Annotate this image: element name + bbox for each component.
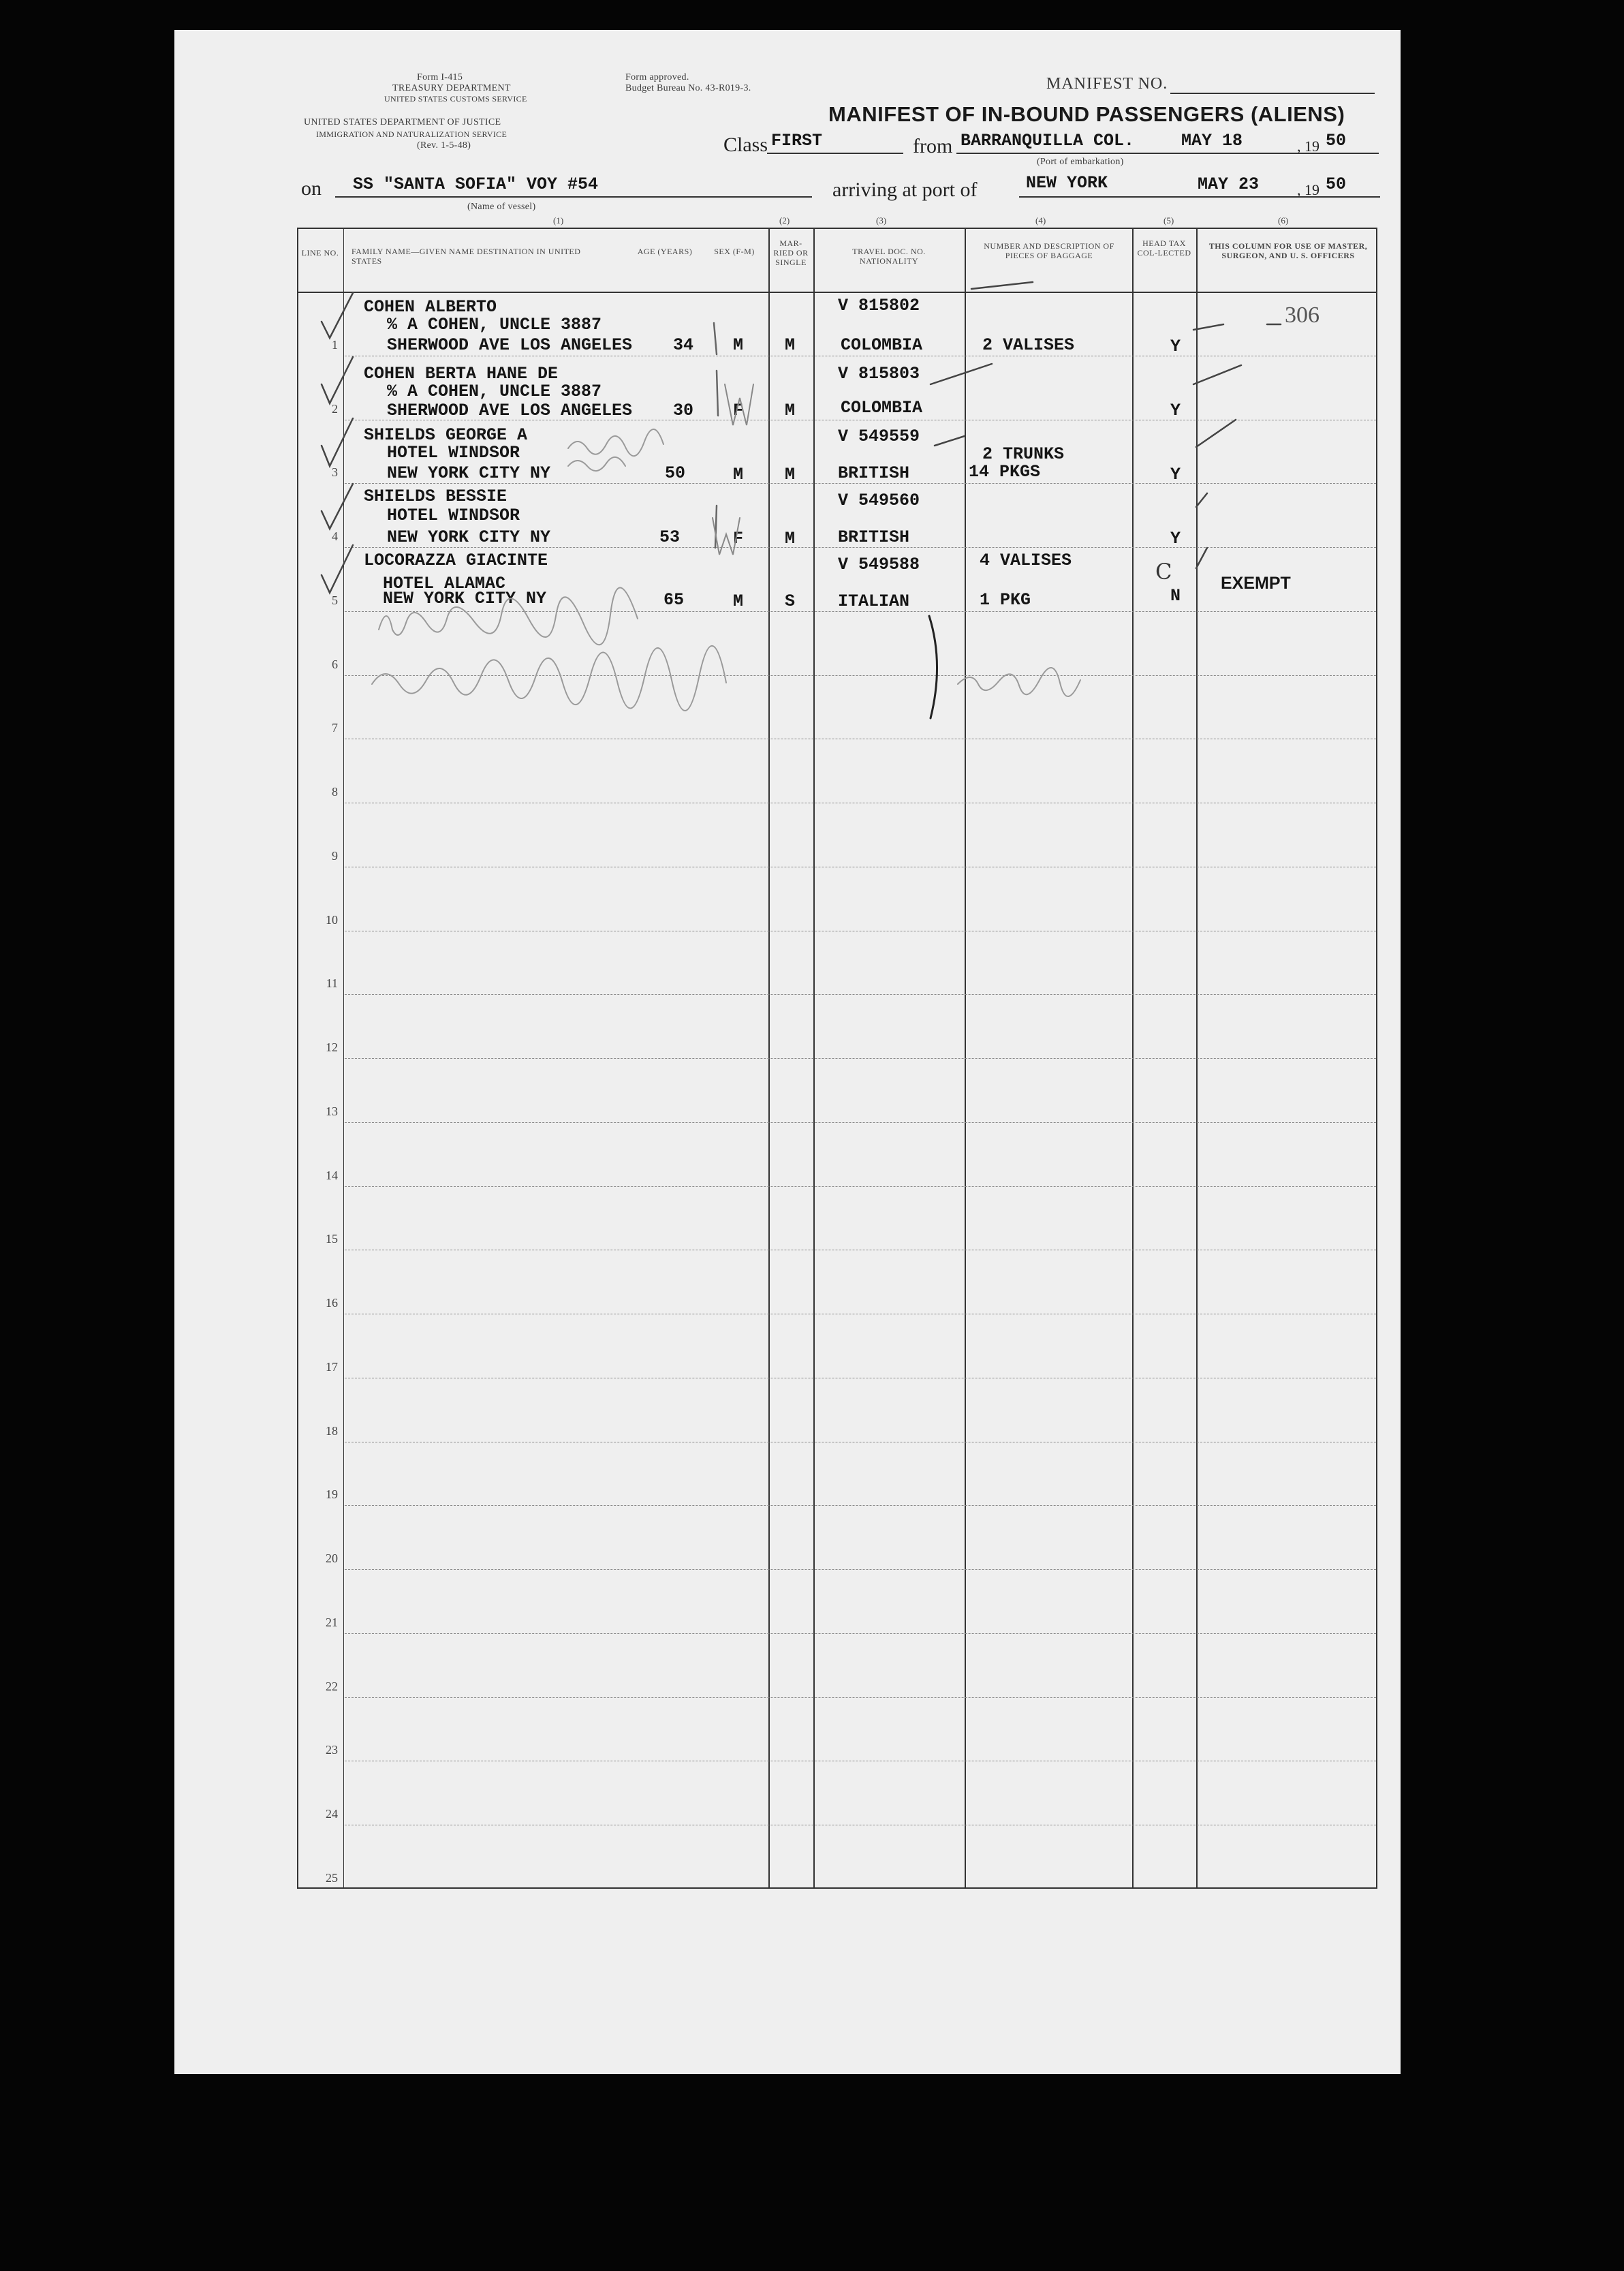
passenger-baggage: 4 VALISES [980, 551, 1072, 570]
line-number: 4 [332, 529, 338, 544]
passenger-sex: M [733, 465, 744, 484]
from-label: from [913, 135, 953, 157]
line-number: 13 [326, 1104, 338, 1118]
passenger-baggage: 2 TRUNKS [982, 444, 1065, 464]
ins: IMMIGRATION AND NATURALIZATION SERVICE [316, 129, 507, 139]
line-number: 9 [332, 848, 338, 863]
passenger-nationality: COLOMBIA [841, 398, 923, 418]
passenger-name: COHEN BERTA HANE DE [364, 364, 559, 384]
line-number: 18 [326, 1423, 338, 1438]
passenger-address: % A COHEN, UNCLE 3887 [387, 382, 602, 401]
passenger-head-tax: Y [1170, 465, 1181, 484]
embarkation-date: MAY 18 [1181, 131, 1243, 151]
passenger-sex: M [733, 335, 744, 355]
passenger-nationality: ITALIAN [838, 591, 910, 611]
class-label: Class [723, 134, 768, 156]
passenger-sex: M [733, 591, 744, 611]
col-head-tax: HEAD TAX COL-LECTED [1137, 238, 1191, 258]
passenger-nationality: BRITISH [838, 527, 910, 547]
column-number: (6) [1278, 215, 1289, 226]
passenger-name: SHIELDS GEORGE A [364, 425, 528, 445]
passenger-address: SHERWOOD AVE LOS ANGELES [387, 401, 633, 420]
line-number: 17 [326, 1359, 338, 1374]
passenger-address: NEW YORK CITY NY [383, 589, 547, 608]
passenger-head-tax: Y [1170, 529, 1181, 549]
passenger-sex: F [733, 401, 744, 420]
col-travel-doc: TRAVEL DOC. NO. NATIONALITY [852, 247, 926, 266]
passenger-head-tax: Y [1170, 337, 1181, 356]
doj: UNITED STATES DEPARTMENT OF JUSTICE [304, 117, 501, 127]
passenger-address: NEW YORK CITY NY [387, 463, 551, 483]
line-number: 6 [332, 657, 338, 671]
revision: (Rev. 1-5-48) [417, 140, 471, 151]
passenger-address: HOTEL WINDSOR [387, 506, 520, 525]
passenger-nationality: COLOMBIA [841, 335, 923, 355]
line-number: 20 [326, 1551, 338, 1566]
line-number: 25 [326, 1871, 338, 1885]
passenger-marital: M [785, 401, 796, 420]
head-tax-mark: C [1155, 559, 1172, 585]
passenger-age: 50 [665, 463, 686, 483]
passenger-name: LOCORAZZA GIACINTE [364, 551, 548, 570]
line-number: 22 [326, 1679, 338, 1693]
treasury-dept: TREASURY DEPARTMENT [392, 83, 511, 93]
budget-bureau: Budget Bureau No. 43-R019-3. [625, 83, 751, 93]
arriving-label: arriving at port of [832, 179, 978, 201]
passenger-baggage: 1 PKG [980, 590, 1031, 610]
passenger-doc: V 549588 [838, 555, 920, 574]
col-baggage: NUMBER AND DESCRIPTION OF PIECES OF BAGGAGE [984, 241, 1114, 260]
passenger-baggage: 14 PKGS [969, 462, 1041, 482]
on-label: on [301, 177, 322, 200]
arrival-date: MAY 23 [1198, 174, 1260, 194]
form-approved: Form approved. [625, 72, 689, 82]
passenger-marital: M [785, 335, 796, 355]
line-number: 19 [326, 1487, 338, 1502]
vessel-caption: (Name of vessel) [467, 202, 536, 212]
passenger-baggage: 2 VALISES [982, 335, 1075, 355]
class-value: FIRST [771, 131, 823, 151]
line-number: 24 [326, 1807, 338, 1821]
passenger-sex: F [733, 529, 744, 549]
passenger-doc: V 815802 [838, 296, 920, 315]
passenger-address: NEW YORK CITY NY [387, 527, 551, 547]
vessel-name: SS "SANTA SOFIA" VOY #54 [353, 174, 599, 194]
line-number: 21 [326, 1615, 338, 1629]
passenger-nationality: BRITISH [838, 463, 910, 483]
passenger-address: SHERWOOD AVE LOS ANGELES [387, 335, 633, 355]
passenger-head-tax: N [1170, 586, 1181, 606]
passenger-address: % A COHEN, UNCLE 3887 [387, 315, 602, 335]
passenger-marital: M [785, 465, 796, 484]
manifest-page [174, 30, 1401, 2074]
column-number: (1) [553, 215, 564, 226]
manifest-title: MANIFEST OF IN-BOUND PASSENGERS (ALIENS) [828, 102, 1345, 126]
column-number: (5) [1164, 215, 1174, 226]
line-number: 11 [326, 976, 338, 991]
passenger-head-tax: Y [1170, 401, 1181, 420]
passenger-address: HOTEL ALAMAC [383, 574, 506, 593]
col-officers: THIS COLUMN FOR USE OF MASTER, SURGEON, AND U. S. OFFICERS [1208, 241, 1368, 260]
form-number: Form I-415 [417, 72, 463, 82]
passenger-name: SHIELDS BESSIE [364, 486, 507, 506]
column-number: (4) [1035, 215, 1046, 226]
col-married: MAR-RIED OR SINGLE [773, 238, 809, 267]
line-number: 23 [326, 1743, 338, 1757]
col-name: FAMILY NAME—GIVEN NAME DESTINATION IN UNITED STATES [352, 247, 581, 266]
line-number: 3 [332, 465, 338, 480]
line-number: 16 [326, 1296, 338, 1310]
stamp-number: 306 [1285, 303, 1320, 328]
from-year-prefix: , 19 [1297, 138, 1320, 155]
passenger-marital: S [785, 591, 796, 611]
column-number: (2) [779, 215, 790, 226]
col-line-no: LINE NO. [301, 248, 339, 258]
from-year: 50 [1326, 131, 1347, 151]
manifest-no-label: MANIFEST NO. [1046, 75, 1168, 93]
line-number: 7 [332, 721, 338, 735]
line-number: 12 [326, 1040, 338, 1055]
port-caption: (Port of embarkation) [1037, 157, 1124, 167]
passenger-doc: V 815803 [838, 364, 920, 384]
faint-handwriting [174, 30, 1401, 2074]
passenger-doc: V 549559 [838, 427, 920, 446]
line-number: 8 [332, 785, 338, 799]
passenger-doc: V 549560 [838, 491, 920, 510]
passenger-age: 53 [659, 527, 681, 547]
line-number: 5 [332, 593, 338, 607]
arrival-year: 50 [1326, 174, 1347, 194]
customs-service: UNITED STATES CUSTOMS SERVICE [384, 94, 527, 104]
line-number: 2 [332, 401, 338, 416]
passenger-age: 30 [673, 401, 694, 420]
line-number: 1 [332, 337, 338, 352]
passenger-age: 65 [663, 590, 685, 610]
passenger-marital: M [785, 529, 796, 549]
line-number: 14 [326, 1168, 338, 1182]
line-number: 10 [326, 912, 338, 927]
embarkation-port: BARRANQUILLA COL. [961, 131, 1135, 151]
line-number: 15 [326, 1232, 338, 1246]
col-sex: SEX (F-M) [714, 247, 755, 256]
officer-note: EXEMPT [1221, 574, 1291, 593]
arrival-port: NEW YORK [1026, 173, 1108, 193]
passenger-address: HOTEL WINDSOR [387, 443, 520, 463]
col-age: AGE (YEARS) [637, 247, 693, 256]
passenger-age: 34 [673, 335, 694, 355]
passenger-name: COHEN ALBERTO [364, 297, 497, 317]
arrival-year-prefix: , 19 [1297, 181, 1320, 198]
column-number: (3) [876, 215, 887, 226]
